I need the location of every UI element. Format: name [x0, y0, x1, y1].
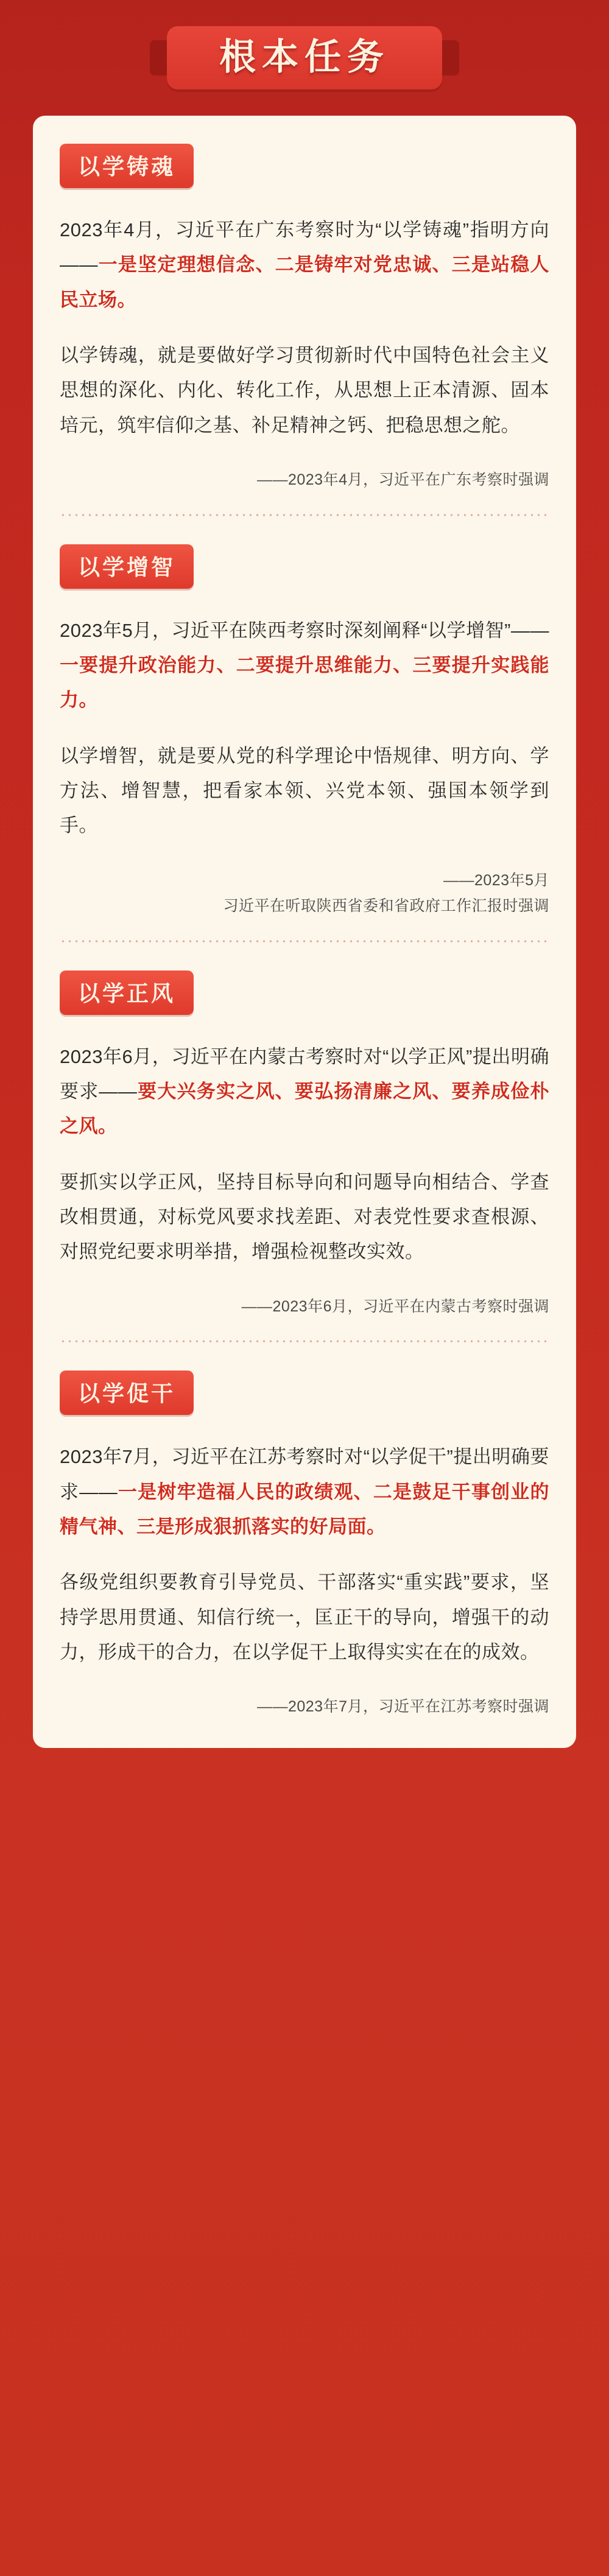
section-label-wrap-4 [33, 1342, 576, 1415]
section-2-attribution [60, 868, 549, 919]
section-4-paragraph-2: 各级党组织要教育引导党员、干部落实“重实践”要求，坚持学思用贯通、知信行统一，匡正干的导向，增强干的动力，形成干的合力，在以学促干上取得实实在在的成效。 [60, 1571, 549, 1663]
section-2-para1-prefix: 2023年5月，习近平在陕西考察时深刻阐释“以学增智”—— [60, 619, 549, 641]
section-2-attribution-line2: 习近平在听取陕西省委和省政府工作汇报时强调 [223, 897, 549, 915]
section-4-para1-highlight: 一是树牢造福人民的政绩观、二是鼓足干事创业的精气神、三是形成狠抓落实的好局面。 [60, 1481, 549, 1537]
section-1-paragraph-1 [60, 212, 549, 317]
section-2-paragraph-1 [60, 613, 549, 718]
section-label-1: 以学铸魂 [60, 144, 194, 188]
section-4-paragraph-1 [60, 1439, 549, 1544]
section-label-3: 以学正风 [60, 970, 194, 1015]
section-yixuecugan [33, 1342, 576, 1720]
section-1-paragraph-2: 以学铸魂，就是要做好学习贯彻新时代中国特色社会主义思想的深化、内化、转化工作，从思想上正本清源、固本培元，筑牢信仰之基、补足精神之钙、把稳思想之舵。 [60, 345, 549, 436]
section-2-attribution-line1: ——2023年5月 [443, 871, 549, 889]
section-label-wrap-3 [33, 942, 576, 1015]
section-yixuezhengfeng [33, 942, 576, 1343]
section-3-para1-prefix: 2023年6月，习近平在内蒙古考察时对“以学正风”提出明确要求—— [60, 1045, 549, 1102]
header-plate [167, 26, 442, 89]
section-label-4: 以学促干 [60, 1370, 194, 1415]
section-3-para1-highlight: 要大兴务实之风、要弘扬清廉之风、要养成俭朴之风。 [60, 1080, 550, 1137]
header-wing-left [150, 40, 174, 75]
section-3-paragraph-1 [60, 1039, 549, 1144]
section-2-para1-highlight: 一要提升政治能力、二要提升思维能力、三要提升实践能力。 [60, 654, 549, 711]
section-1-para1-prefix: 2023年4月，习近平在广东考察时为“以学铸魂”指明方向—— [60, 219, 549, 276]
section-3-attribution: ——2023年6月，习近平在内蒙古考察时强调 [241, 1297, 549, 1315]
section-4-attribution: ——2023年7月，习近平在江苏考察时强调 [256, 1698, 549, 1716]
section-1-para1-highlight: 一是坚定理想信念、二是铸牢对党忠诚、三是站稳人民立场。 [60, 254, 549, 311]
section-yixuezhuhun [33, 116, 576, 516]
content-card [33, 116, 576, 1748]
section-4-para1-prefix: 2023年7月，习近平在江苏考察时对“以学促干”提出明确要求—— [60, 1446, 549, 1503]
section-body-4 [33, 1439, 576, 1720]
section-label-wrap-1 [33, 116, 576, 188]
section-body-2 [33, 613, 576, 919]
section-yixuezengzhi [33, 516, 576, 942]
section-1-attribution: ——2023年4月，习近平在广东考察时强调 [256, 471, 549, 489]
section-label-2: 以学增智 [60, 544, 194, 589]
card-bottom-spacer [33, 1720, 576, 1742]
section-2-paragraph-2: 以学增智，就是要从党的科学理论中悟规律、明方向、学方法、增智慧，把看家本领、兴党本领、强国本领学到手。 [60, 745, 549, 837]
header-wing-right [435, 40, 459, 75]
section-body-1 [33, 212, 576, 493]
page-title: 根本任务 [219, 37, 390, 77]
section-body-3 [33, 1039, 576, 1320]
section-label-wrap-2 [33, 516, 576, 589]
poster-header [33, 0, 576, 116]
section-3-paragraph-2: 要抓实以学正风，坚持目标导向和问题导向相结合、学查改相贯通，对标党风要求找差距、对表党性要求查根源、对照党纪要求明举措，增强检视整改实效。 [60, 1171, 549, 1263]
